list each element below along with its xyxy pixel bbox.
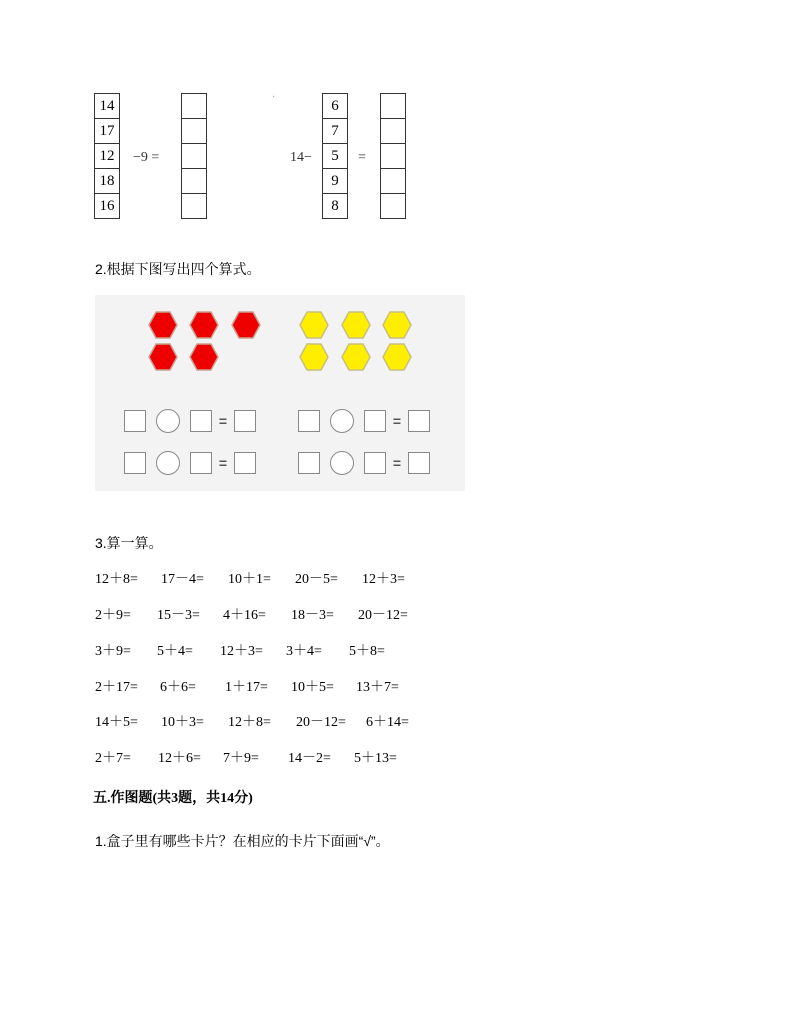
arithmetic-problem: 12＋3=: [362, 572, 405, 587]
red-hexagon: [149, 344, 177, 370]
arithmetic-problem: 20－12=: [296, 715, 346, 730]
red-hexagon: [190, 312, 218, 338]
right-number-column: [322, 93, 348, 219]
minus-nine-operator: −9 =: [133, 150, 160, 165]
arithmetic-problem: 10＋3=: [161, 715, 204, 730]
question-2-title: 2.根据下图写出四个算式。: [95, 261, 261, 277]
yellow-hexagon: [342, 344, 370, 370]
arithmetic-problem: 17－4=: [161, 572, 204, 587]
arithmetic-problem: 20－5=: [295, 572, 338, 587]
arithmetic-problem: 1＋17=: [225, 680, 268, 695]
operator-circle[interactable]: [330, 451, 354, 475]
right-cell: 7: [322, 119, 348, 144]
arithmetic-problem: 5＋13=: [354, 751, 397, 766]
answer-box[interactable]: [380, 119, 406, 144]
equal-sign: =: [392, 455, 402, 471]
arithmetic-problem: 12＋3=: [220, 644, 263, 659]
result-box[interactable]: [234, 452, 256, 474]
arithmetic-problem: 20－12=: [358, 608, 408, 623]
number-box[interactable]: [124, 410, 146, 432]
equal-sign: =: [392, 413, 402, 429]
right-cell: 9: [322, 169, 348, 194]
arithmetic-problem: 5＋4=: [157, 644, 193, 659]
answer-box[interactable]: [181, 119, 207, 144]
answer-box[interactable]: [380, 144, 406, 169]
red-hexagon: [149, 312, 177, 338]
arithmetic-problem: 5＋8=: [349, 644, 385, 659]
arithmetic-problem: 6＋14=: [366, 715, 409, 730]
equation-row: [298, 451, 430, 475]
arithmetic-problem: 10＋5=: [291, 680, 334, 695]
fourteen-minus-prefix: 14−: [290, 150, 312, 165]
equal-sign: =: [218, 455, 228, 471]
operator-circle[interactable]: [156, 409, 180, 433]
arithmetic-problem: 7＋9=: [223, 751, 259, 766]
red-hexagon: [190, 344, 218, 370]
yellow-hexagon-group: [300, 312, 411, 370]
right-answer-column: [380, 93, 406, 219]
yellow-hexagon: [300, 344, 328, 370]
answer-box[interactable]: [380, 93, 406, 119]
left-cell: 18: [94, 169, 120, 194]
number-box[interactable]: [298, 410, 320, 432]
right-cell: 8: [322, 194, 348, 219]
number-box[interactable]: [124, 452, 146, 474]
question-3-title: 3.算一算。: [95, 535, 163, 551]
arithmetic-problem: 14－2=: [288, 751, 331, 766]
answer-box[interactable]: [181, 169, 207, 194]
left-cell: 16: [94, 194, 120, 219]
arithmetic-problem: 2＋9=: [95, 608, 131, 623]
arithmetic-problem: 12＋8=: [95, 572, 138, 587]
left-answer-column: [181, 93, 207, 219]
answer-box[interactable]: [380, 194, 406, 219]
left-cell: 14: [94, 93, 120, 119]
arithmetic-problem: 3＋9=: [95, 644, 131, 659]
arithmetic-problem: 10＋1=: [228, 572, 271, 587]
section-5-heading: 五.作图题(共3题，共14分): [93, 791, 253, 806]
hexagon-figure-panel: [95, 295, 465, 491]
arithmetic-problem: 2＋17=: [95, 680, 138, 695]
answer-box[interactable]: [181, 144, 207, 169]
left-cell: 17: [94, 119, 120, 144]
arithmetic-problem: 3＋4=: [286, 644, 322, 659]
operator-circle[interactable]: [156, 451, 180, 475]
arithmetic-problem: 6＋6=: [160, 680, 196, 695]
result-box[interactable]: [408, 410, 430, 432]
number-box[interactable]: [190, 452, 212, 474]
answer-box[interactable]: [380, 169, 406, 194]
yellow-hexagon: [342, 312, 370, 338]
arithmetic-problem: 15－3=: [157, 608, 200, 623]
right-equals: =: [358, 150, 366, 165]
stray-dot: ·: [272, 92, 276, 103]
answer-box[interactable]: [181, 194, 207, 219]
section-5-question-1: 1.盒子里有哪些卡片？在相应的卡片下面画“√”。: [95, 833, 390, 849]
left-cell: 12: [94, 144, 120, 169]
equal-sign: =: [218, 413, 228, 429]
right-cell: 5: [322, 144, 348, 169]
red-hexagon-group: [149, 312, 260, 370]
answer-box[interactable]: [181, 93, 207, 119]
number-box[interactable]: [364, 452, 386, 474]
result-box[interactable]: [234, 410, 256, 432]
arithmetic-problem: 2＋7=: [95, 751, 131, 766]
arithmetic-problem: 14＋5=: [95, 715, 138, 730]
arithmetic-problem: 18－3=: [291, 608, 334, 623]
number-box[interactable]: [190, 410, 212, 432]
operator-circle[interactable]: [330, 409, 354, 433]
arithmetic-problem: 12＋6=: [158, 751, 201, 766]
arithmetic-problem: 13＋7=: [356, 680, 399, 695]
red-hexagon: [232, 312, 260, 338]
arithmetic-problem: 12＋8=: [228, 715, 271, 730]
equation-row: [298, 409, 430, 433]
yellow-hexagon: [300, 312, 328, 338]
yellow-hexagon: [383, 344, 411, 370]
number-box[interactable]: [364, 410, 386, 432]
right-cell: 6: [322, 93, 348, 119]
yellow-hexagon: [383, 312, 411, 338]
number-box[interactable]: [298, 452, 320, 474]
arithmetic-problem: 4＋16=: [223, 608, 266, 623]
left-number-column: [94, 93, 120, 219]
equation-row: [124, 451, 256, 475]
result-box[interactable]: [408, 452, 430, 474]
equation-row: [124, 409, 256, 433]
